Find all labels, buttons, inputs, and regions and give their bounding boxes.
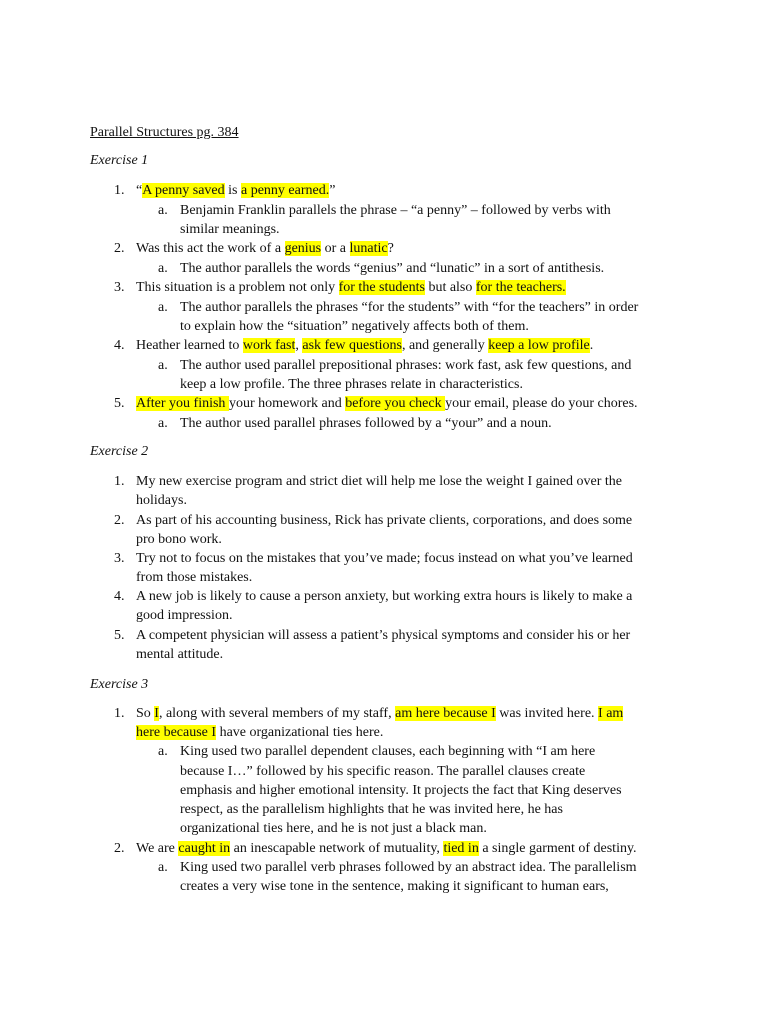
highlighted-phrase: caught in: [178, 841, 231, 856]
list-number: 1.: [114, 474, 125, 489]
list-item: A competent physician will assess a patient’s physical symptoms and consider his or her: [136, 628, 631, 643]
highlighted-phrase: a penny earned.: [241, 183, 330, 198]
highlighted-phrase: am here because I: [395, 706, 496, 721]
list-number: 2.: [114, 513, 125, 528]
list-number: 3.: [114, 551, 125, 566]
highlighted-phrase: work fast: [242, 338, 296, 353]
list-number: 4.: [114, 589, 125, 604]
highlighted-phrase: keep a low profile: [488, 338, 590, 353]
section-heading: Exercise 3: [90, 677, 149, 692]
list-item: This situation is a problem not only for the students but also for the teachers.: [136, 280, 566, 295]
list-item: My new exercise program and strict diet will help me lose the weight I gained over the: [136, 474, 622, 489]
list-item: “A penny saved is a penny earned.”: [136, 183, 336, 198]
list-number: 2.: [114, 841, 125, 856]
list-item: As part of his accounting business, Rick has private clients, corporations, and does some: [136, 513, 633, 528]
list-number: 3.: [114, 280, 125, 295]
sub-item-text: organizational ties here, and he is not just a black man.: [180, 821, 487, 836]
sub-item-text: respect, as the parallelism highlights that he was invited here, he has: [180, 802, 563, 817]
highlighted-phrase: before you check: [345, 396, 446, 411]
section-heading: Exercise 2: [90, 444, 149, 459]
list-number: 5.: [114, 396, 125, 411]
sub-letter: a.: [158, 261, 168, 276]
list-item: mental attitude.: [136, 647, 224, 662]
highlighted-phrase: lunatic: [349, 241, 388, 256]
sub-item-text: King used two parallel dependent clauses, each beginning with “I am here: [180, 744, 596, 759]
sub-item-text: because I…” followed by his specific reason. The parallel clauses create: [180, 764, 586, 779]
list-item: Was this act the work of a genius or a lunatic?: [136, 241, 394, 256]
highlighted-phrase: here because I: [136, 725, 217, 740]
highlighted-phrase: A penny saved: [142, 183, 225, 198]
highlighted-phrase: genius: [284, 241, 322, 256]
list-item: holidays.: [136, 493, 187, 508]
highlighted-phrase: I am: [598, 706, 624, 721]
sub-item-text: The author used parallel prepositional phrases: work fast, ask few questions, and: [180, 358, 632, 373]
sub-item-text: to explain how the “situation” negatively affects both of them.: [180, 319, 529, 334]
section-heading: Exercise 1: [90, 153, 149, 168]
sub-item-text: emphasis and higher emotional intensity. It projects the fact that King deserves: [180, 783, 622, 798]
list-item: So I, along with several members of my staff, am here because I was invited here. I am: [136, 706, 624, 721]
sub-item-text: The author parallels the words “genius” and “lunatic” in a sort of antithesis.: [180, 261, 605, 276]
list-item: here because I have organizational ties here.: [136, 725, 384, 740]
list-number: 2.: [114, 241, 125, 256]
sub-item-text: Benjamin Franklin parallels the phrase – “a penny” – followed by verbs with: [180, 203, 611, 218]
list-item: A new job is likely to cause a person anxiety, but working extra hours is likely to make a: [136, 589, 633, 604]
sub-letter: a.: [158, 203, 168, 218]
list-item: Heather learned to work fast, ask few questions, and generally keep a low profile.: [136, 338, 594, 353]
sub-item-text: keep a low profile. The three phrases relate in characteristics.: [180, 377, 523, 392]
highlighted-phrase: ask few questions: [302, 338, 402, 353]
sub-letter: a.: [158, 358, 168, 373]
highlighted-phrase: for the students: [338, 280, 425, 295]
sub-letter: a.: [158, 860, 168, 875]
list-item: Try not to focus on the mistakes that you’ve made; focus instead on what you’ve learned: [136, 551, 633, 566]
sub-letter: a.: [158, 300, 168, 315]
list-item: pro bono work.: [136, 532, 222, 547]
highlighted-phrase: I: [154, 706, 159, 721]
list-number: 4.: [114, 338, 125, 353]
list-number: 1.: [114, 706, 125, 721]
list-item: We are caught in an inescapable network of mutuality, tied in a single garment of destiny.: [136, 841, 637, 856]
sub-item-text: similar meanings.: [180, 222, 280, 237]
list-number: 5.: [114, 628, 125, 643]
sub-letter: a.: [158, 744, 168, 759]
highlighted-phrase: tied in: [443, 841, 479, 856]
sub-item-text: The author used parallel phrases followed by a “your” and a noun.: [180, 416, 552, 431]
sub-letter: a.: [158, 416, 168, 431]
list-item: After you finish your homework and before you check your email, please do your chores.: [136, 396, 638, 411]
highlighted-phrase: After you finish: [136, 396, 229, 411]
list-item: good impression.: [136, 608, 233, 623]
sub-item-text: creates a very wise tone in the sentence, making it significant to human ears,: [180, 879, 609, 894]
list-item: from those mistakes.: [136, 570, 253, 585]
sub-item-text: The author parallels the phrases “for the students” with “for the teachers” in order: [180, 300, 639, 315]
highlighted-phrase: for the teachers.: [475, 280, 566, 295]
list-number: 1.: [114, 183, 125, 198]
sub-item-text: King used two parallel verb phrases followed by an abstract idea. The parallelism: [180, 860, 637, 875]
document-title: Parallel Structures pg. 384: [90, 125, 239, 140]
